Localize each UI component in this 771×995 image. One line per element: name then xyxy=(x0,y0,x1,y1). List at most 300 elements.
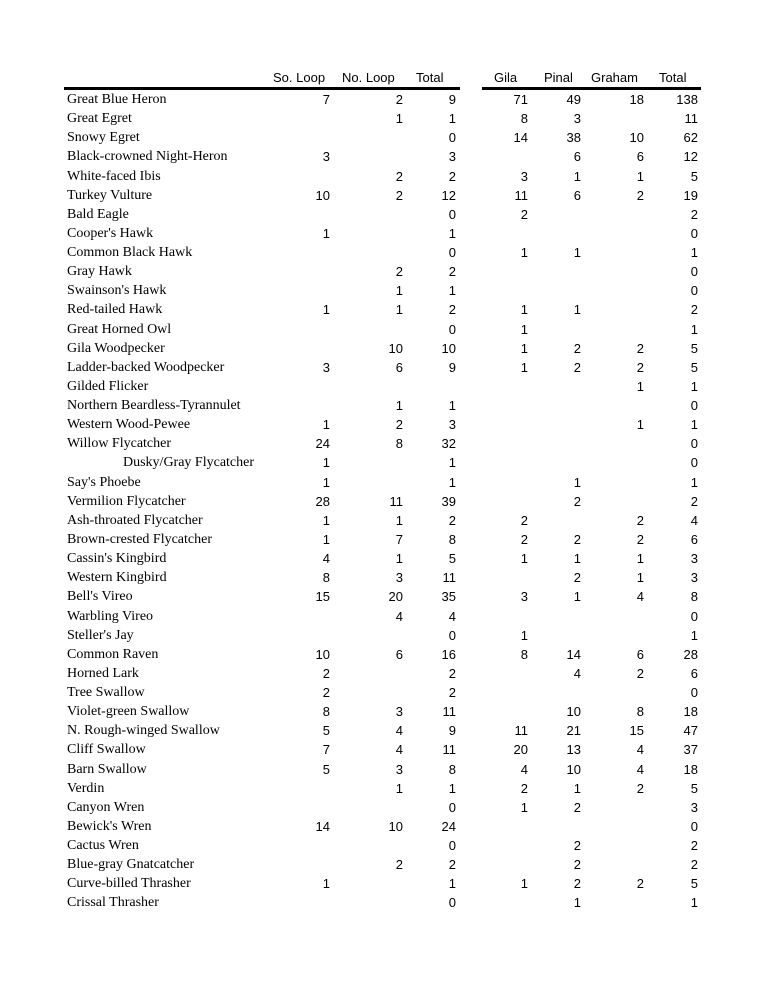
table-row xyxy=(0,836,771,855)
species-name: Turkey Vulture xyxy=(67,187,153,203)
gila-cell: 1 xyxy=(520,359,528,375)
species-name: Western Wood-Pewee xyxy=(67,417,191,433)
species-name: Blue-gray Gnatcatcher xyxy=(67,857,195,873)
total-loops-cell: 1 xyxy=(448,111,456,127)
species-name: Great Horned Owl xyxy=(67,321,172,337)
pinal-cell: 14 xyxy=(566,646,581,662)
graham-cell: 18 xyxy=(629,92,644,107)
so-loop-cell: 1 xyxy=(322,455,330,471)
total-counties-cell: 2 xyxy=(690,302,698,318)
total-loops-cell: 3 xyxy=(448,149,456,165)
species-name: Canyon Wren xyxy=(67,799,145,815)
gila-cell: 2 xyxy=(520,531,528,547)
no-loop-cell: 1 xyxy=(395,512,403,528)
total-counties-cell: 19 xyxy=(683,187,698,203)
graham-cell: 6 xyxy=(636,149,644,165)
no-loop-cell: 1 xyxy=(395,551,403,567)
total-loops-cell: 2 xyxy=(448,857,456,873)
pinal-cell: 2 xyxy=(573,531,581,547)
pinal-cell: 3 xyxy=(573,111,581,127)
table-row xyxy=(0,396,771,415)
species-name: Brown-crested Flycatcher xyxy=(67,531,212,547)
total-loops-cell: 8 xyxy=(448,531,456,547)
no-loop-cell: 3 xyxy=(395,570,403,586)
total-loops-cell: 0 xyxy=(448,627,456,643)
species-name: Cooper's Hawk xyxy=(67,225,154,241)
pinal-cell: 1 xyxy=(573,474,581,490)
table-row xyxy=(0,377,771,396)
no-loop-cell: 7 xyxy=(395,531,403,547)
gila-cell: 1 xyxy=(520,627,528,643)
header-pinal: Pinal xyxy=(544,70,573,85)
total-counties-cell: 0 xyxy=(690,264,698,280)
pinal-cell: 2 xyxy=(573,838,581,854)
total-counties-cell: 0 xyxy=(690,283,698,299)
gila-cell: 3 xyxy=(520,589,528,605)
table-row xyxy=(0,167,771,186)
pinal-cell: 6 xyxy=(573,187,581,203)
table-row xyxy=(0,568,771,587)
total-counties-cell: 37 xyxy=(683,742,698,758)
total-counties-cell: 5 xyxy=(690,876,698,892)
so-loop-cell: 1 xyxy=(322,302,330,318)
graham-cell: 15 xyxy=(629,723,644,739)
total-loops-cell: 1 xyxy=(448,283,456,299)
species-name: Swainson's Hawk xyxy=(67,283,167,299)
species-name: Say's Phoebe xyxy=(67,474,141,490)
table-row xyxy=(0,415,771,434)
pinal-cell: 1 xyxy=(573,551,581,567)
species-name: Vermilion Flycatcher xyxy=(67,493,186,509)
no-loop-cell: 10 xyxy=(388,818,403,834)
graham-cell: 2 xyxy=(636,512,644,528)
so-loop-cell: 1 xyxy=(322,512,330,528)
total-counties-cell: 28 xyxy=(683,646,698,662)
header-so-loop: So. Loop xyxy=(273,70,326,85)
pinal-cell: 1 xyxy=(573,780,581,796)
so-loop-cell: 3 xyxy=(322,359,330,375)
table-row xyxy=(0,855,771,874)
gila-cell: 8 xyxy=(520,111,528,127)
table-row xyxy=(0,874,771,893)
no-loop-cell: 6 xyxy=(395,646,403,662)
so-loop-cell: 2 xyxy=(322,685,330,701)
total-loops-cell: 1 xyxy=(448,398,456,414)
table-row xyxy=(0,740,771,759)
pinal-cell: 1 xyxy=(573,589,581,605)
total-counties-cell: 47 xyxy=(683,723,698,739)
pinal-cell: 1 xyxy=(573,168,581,184)
total-loops-cell: 1 xyxy=(448,876,456,892)
graham-cell: 2 xyxy=(636,531,644,547)
total-counties-cell: 3 xyxy=(690,551,698,567)
species-name: Cactus Wren xyxy=(67,838,139,854)
total-counties-cell: 0 xyxy=(690,818,698,834)
gila-cell: 4 xyxy=(520,761,528,777)
pinal-cell: 2 xyxy=(573,857,581,873)
pinal-cell: 4 xyxy=(573,665,581,681)
total-counties-cell: 1 xyxy=(690,627,698,643)
no-loop-cell: 2 xyxy=(395,92,403,107)
pinal-cell: 13 xyxy=(566,742,581,758)
table-row xyxy=(0,128,771,147)
total-loops-cell: 2 xyxy=(448,665,456,681)
no-loop-cell: 1 xyxy=(395,398,403,414)
species-name: Steller's Jay xyxy=(67,627,134,643)
total-counties-cell: 2 xyxy=(690,838,698,854)
total-loops-cell: 12 xyxy=(441,187,456,203)
total-counties-cell: 1 xyxy=(690,321,698,337)
so-loop-cell: 24 xyxy=(315,436,330,452)
species-name: Black-crowned Night-Heron xyxy=(67,149,228,165)
total-counties-cell: 5 xyxy=(690,780,698,796)
so-loop-cell: 14 xyxy=(315,818,330,834)
graham-cell: 6 xyxy=(636,646,644,662)
total-loops-cell: 11 xyxy=(442,704,456,720)
table-row xyxy=(0,760,771,779)
so-loop-cell: 5 xyxy=(322,761,330,777)
table-row xyxy=(0,779,771,798)
gila-cell: 1 xyxy=(520,551,528,567)
total-loops-cell: 9 xyxy=(448,92,456,107)
species-name: Bald Eagle xyxy=(67,206,129,222)
table-row xyxy=(0,683,771,702)
no-loop-cell: 1 xyxy=(395,780,403,796)
so-loop-cell: 28 xyxy=(315,493,330,509)
gila-cell: 2 xyxy=(520,780,528,796)
graham-cell: 2 xyxy=(636,780,644,796)
total-counties-cell: 11 xyxy=(684,111,698,127)
species-name: Cassin's Kingbird xyxy=(67,551,167,567)
so-loop-cell: 5 xyxy=(322,723,330,739)
total-loops-cell: 0 xyxy=(448,838,456,854)
graham-cell: 2 xyxy=(636,340,644,356)
gila-cell: 3 xyxy=(520,168,528,184)
graham-cell: 2 xyxy=(636,187,644,203)
table-row xyxy=(0,186,771,205)
gila-cell: 1 xyxy=(520,340,528,356)
gila-cell: 20 xyxy=(513,742,528,758)
total-loops-cell: 0 xyxy=(448,321,456,337)
gila-cell: 2 xyxy=(520,512,528,528)
species-name: Dusky/Gray Flycatcher xyxy=(123,455,255,471)
pinal-cell: 2 xyxy=(573,340,581,356)
so-loop-cell: 7 xyxy=(322,742,330,758)
table-row xyxy=(0,798,771,817)
species-name: Great Egret xyxy=(67,111,132,127)
so-loop-cell: 10 xyxy=(315,187,330,203)
total-counties-cell: 2 xyxy=(690,493,698,509)
so-loop-cell: 1 xyxy=(322,225,330,241)
so-loop-cell: 15 xyxy=(315,589,330,605)
total-counties-cell: 0 xyxy=(690,455,698,471)
table-row xyxy=(0,205,771,224)
species-name: Common Black Hawk xyxy=(67,245,193,261)
total-loops-cell: 39 xyxy=(441,493,456,509)
total-counties-cell: 0 xyxy=(690,608,698,624)
so-loop-cell: 1 xyxy=(322,876,330,892)
total-loops-cell: 2 xyxy=(448,168,456,184)
table-row xyxy=(0,530,771,549)
species-name: N. Rough-winged Swallow xyxy=(67,723,220,739)
total-loops-cell: 0 xyxy=(448,799,456,815)
graham-cell: 1 xyxy=(636,168,644,184)
total-counties-cell: 4 xyxy=(690,512,698,528)
so-loop-cell: 10 xyxy=(315,646,330,662)
species-name: Ladder-backed Woodpecker xyxy=(67,359,225,375)
table-row xyxy=(0,607,771,626)
table-row xyxy=(0,817,771,836)
table-row xyxy=(0,224,771,243)
no-loop-cell: 2 xyxy=(395,857,403,873)
total-loops-cell: 10 xyxy=(441,340,456,356)
table-row xyxy=(0,721,771,740)
total-counties-cell: 12 xyxy=(683,149,698,165)
gila-cell: 1 xyxy=(520,245,528,261)
pinal-cell: 1 xyxy=(573,245,581,261)
graham-cell: 10 xyxy=(629,130,644,146)
species-name: Crissal Thrasher xyxy=(67,895,159,911)
total-loops-cell: 11 xyxy=(442,742,456,758)
species-name: Ash-throated Flycatcher xyxy=(67,512,203,528)
no-loop-cell: 1 xyxy=(395,111,403,127)
total-loops-cell: 11 xyxy=(442,570,456,586)
so-loop-cell: 4 xyxy=(322,551,330,567)
total-counties-cell: 0 xyxy=(690,436,698,452)
pinal-cell: 10 xyxy=(566,704,581,720)
graham-cell: 4 xyxy=(636,742,644,758)
species-name: Northern Beardless-Tyrannulet xyxy=(67,398,241,414)
table-row xyxy=(0,243,771,262)
no-loop-cell: 4 xyxy=(395,608,403,624)
total-counties-cell: 0 xyxy=(690,398,698,414)
no-loop-cell: 11 xyxy=(389,493,403,509)
table-row xyxy=(0,300,771,319)
total-counties-cell: 3 xyxy=(690,570,698,586)
graham-cell: 2 xyxy=(636,359,644,375)
species-name: Warbling Vireo xyxy=(67,608,154,624)
total-loops-cell: 1 xyxy=(448,474,456,490)
table-row xyxy=(0,281,771,300)
gila-cell: 11 xyxy=(514,187,528,203)
species-name: Horned Lark xyxy=(67,665,139,681)
total-counties-cell: 8 xyxy=(690,589,698,605)
no-loop-cell: 3 xyxy=(395,761,403,777)
pinal-cell: 6 xyxy=(573,149,581,165)
pinal-cell: 2 xyxy=(573,799,581,815)
total-counties-cell: 1 xyxy=(690,895,698,911)
pinal-cell: 38 xyxy=(566,130,581,146)
species-name: Western Kingbird xyxy=(67,570,167,586)
header-total-counties: Total xyxy=(659,70,687,85)
species-name: Verdin xyxy=(67,780,105,796)
table-row xyxy=(0,339,771,358)
graham-cell: 4 xyxy=(636,589,644,605)
total-counties-cell: 62 xyxy=(683,130,698,146)
so-loop-cell: 1 xyxy=(322,417,330,433)
total-counties-cell: 5 xyxy=(690,359,698,375)
total-counties-cell: 1 xyxy=(690,474,698,490)
total-loops-cell: 16 xyxy=(441,646,456,662)
table-row xyxy=(0,473,771,492)
species-name: Cliff Swallow xyxy=(67,742,146,758)
total-loops-cell: 2 xyxy=(448,264,456,280)
total-loops-cell: 35 xyxy=(441,589,456,605)
graham-cell: 2 xyxy=(636,665,644,681)
total-counties-cell: 3 xyxy=(690,799,698,815)
so-loop-cell: 8 xyxy=(322,570,330,586)
total-loops-cell: 0 xyxy=(448,895,456,911)
species-name: Gray Hawk xyxy=(67,264,132,280)
total-loops-cell: 0 xyxy=(448,130,456,146)
no-loop-cell: 2 xyxy=(395,417,403,433)
total-loops-cell: 2 xyxy=(448,685,456,701)
total-loops-cell: 32 xyxy=(441,436,456,452)
table-row xyxy=(0,893,771,912)
total-loops-cell: 3 xyxy=(448,417,456,433)
no-loop-cell: 4 xyxy=(395,742,403,758)
header-gila: Gila xyxy=(494,70,518,85)
species-name: Great Blue Heron xyxy=(67,92,167,107)
graham-cell: 2 xyxy=(636,876,644,892)
total-loops-cell: 1 xyxy=(448,455,456,471)
no-loop-cell: 1 xyxy=(395,302,403,318)
pinal-cell: 21 xyxy=(566,723,581,739)
species-name: Common Raven xyxy=(67,646,159,662)
total-counties-cell: 6 xyxy=(690,665,698,681)
so-loop-cell: 1 xyxy=(322,474,330,490)
table-row xyxy=(0,702,771,721)
total-loops-cell: 2 xyxy=(448,512,456,528)
so-loop-cell: 2 xyxy=(322,665,330,681)
graham-cell: 1 xyxy=(636,570,644,586)
table-row xyxy=(0,549,771,568)
pinal-cell: 2 xyxy=(573,570,581,586)
gila-cell: 14 xyxy=(513,130,528,146)
total-loops-cell: 1 xyxy=(448,780,456,796)
no-loop-cell: 10 xyxy=(388,340,403,356)
table-row xyxy=(0,453,771,472)
total-counties-cell: 2 xyxy=(690,857,698,873)
gila-cell: 8 xyxy=(520,646,528,662)
gila-cell: 2 xyxy=(520,206,528,222)
table-row xyxy=(0,358,771,377)
table-row xyxy=(0,262,771,281)
graham-cell: 1 xyxy=(636,417,644,433)
so-loop-cell: 1 xyxy=(322,531,330,547)
graham-cell: 1 xyxy=(636,551,644,567)
total-loops-cell: 1 xyxy=(448,225,456,241)
total-counties-cell: 1 xyxy=(690,245,698,261)
total-loops-cell: 2 xyxy=(448,302,456,318)
pinal-cell: 10 xyxy=(566,761,581,777)
table-row xyxy=(0,434,771,453)
total-loops-cell: 8 xyxy=(448,761,456,777)
total-counties-cell: 5 xyxy=(690,168,698,184)
so-loop-cell: 7 xyxy=(322,92,330,107)
no-loop-cell: 2 xyxy=(395,187,403,203)
total-loops-cell: 4 xyxy=(448,608,456,624)
species-name: Curve-billed Thrasher xyxy=(67,876,191,892)
total-loops-cell: 5 xyxy=(448,551,456,567)
total-loops-cell: 0 xyxy=(448,206,456,222)
total-counties-cell: 6 xyxy=(690,531,698,547)
total-counties-cell: 1 xyxy=(690,378,698,394)
table-row xyxy=(0,147,771,166)
no-loop-cell: 20 xyxy=(388,589,403,605)
gila-cell: 1 xyxy=(520,321,528,337)
no-loop-cell: 2 xyxy=(395,264,403,280)
total-loops-cell: 24 xyxy=(441,818,456,834)
species-name: Violet-green Swallow xyxy=(67,704,190,720)
no-loop-cell: 2 xyxy=(395,168,403,184)
gila-cell: 1 xyxy=(520,302,528,318)
pinal-cell: 49 xyxy=(566,92,581,107)
species-name: Red-tailed Hawk xyxy=(67,302,163,318)
species-name: Gila Woodpecker xyxy=(67,340,165,356)
total-loops-cell: 9 xyxy=(448,359,456,375)
gila-cell: 71 xyxy=(513,92,528,107)
so-loop-cell: 3 xyxy=(322,149,330,165)
table-row xyxy=(0,587,771,606)
total-counties-cell: 5 xyxy=(690,340,698,356)
table-row xyxy=(0,626,771,645)
graham-cell: 8 xyxy=(636,704,644,720)
pinal-cell: 1 xyxy=(573,895,581,911)
total-loops-cell: 9 xyxy=(448,723,456,739)
table-row xyxy=(0,492,771,511)
total-counties-cell: 0 xyxy=(690,685,698,701)
header-no-loop: No. Loop xyxy=(342,70,395,85)
total-counties-cell: 138 xyxy=(676,92,698,107)
table-row xyxy=(0,664,771,683)
header-graham: Graham xyxy=(591,70,638,85)
species-name: Bell's Vireo xyxy=(67,589,133,605)
total-counties-cell: 2 xyxy=(690,206,698,222)
table-row xyxy=(0,90,771,109)
total-counties-cell: 18 xyxy=(683,704,698,720)
species-name: Gilded Flicker xyxy=(67,378,149,394)
pinal-cell: 1 xyxy=(573,302,581,318)
table-row xyxy=(0,645,771,664)
so-loop-cell: 8 xyxy=(322,704,330,720)
total-counties-cell: 18 xyxy=(683,761,698,777)
total-counties-cell: 0 xyxy=(690,225,698,241)
header-total-loops: Total xyxy=(416,70,444,85)
total-counties-cell: 1 xyxy=(690,417,698,433)
species-name: Barn Swallow xyxy=(67,761,147,777)
no-loop-cell: 4 xyxy=(395,723,403,739)
table-row xyxy=(0,109,771,128)
pinal-cell: 2 xyxy=(573,359,581,375)
no-loop-cell: 1 xyxy=(395,283,403,299)
species-name: Snowy Egret xyxy=(67,130,140,146)
graham-cell: 4 xyxy=(636,761,644,777)
table-row xyxy=(0,511,771,530)
gila-cell: 11 xyxy=(514,723,528,739)
species-name: Tree Swallow xyxy=(67,685,145,701)
species-name: Bewick's Wren xyxy=(67,818,152,834)
species-name: White-faced Ibis xyxy=(67,168,161,184)
gila-cell: 1 xyxy=(520,799,528,815)
species-name: Willow Flycatcher xyxy=(67,436,172,452)
pinal-cell: 2 xyxy=(573,493,581,509)
no-loop-cell: 3 xyxy=(395,704,403,720)
no-loop-cell: 6 xyxy=(395,359,403,375)
total-loops-cell: 0 xyxy=(448,245,456,261)
gila-cell: 1 xyxy=(520,876,528,892)
table-row xyxy=(0,320,771,339)
